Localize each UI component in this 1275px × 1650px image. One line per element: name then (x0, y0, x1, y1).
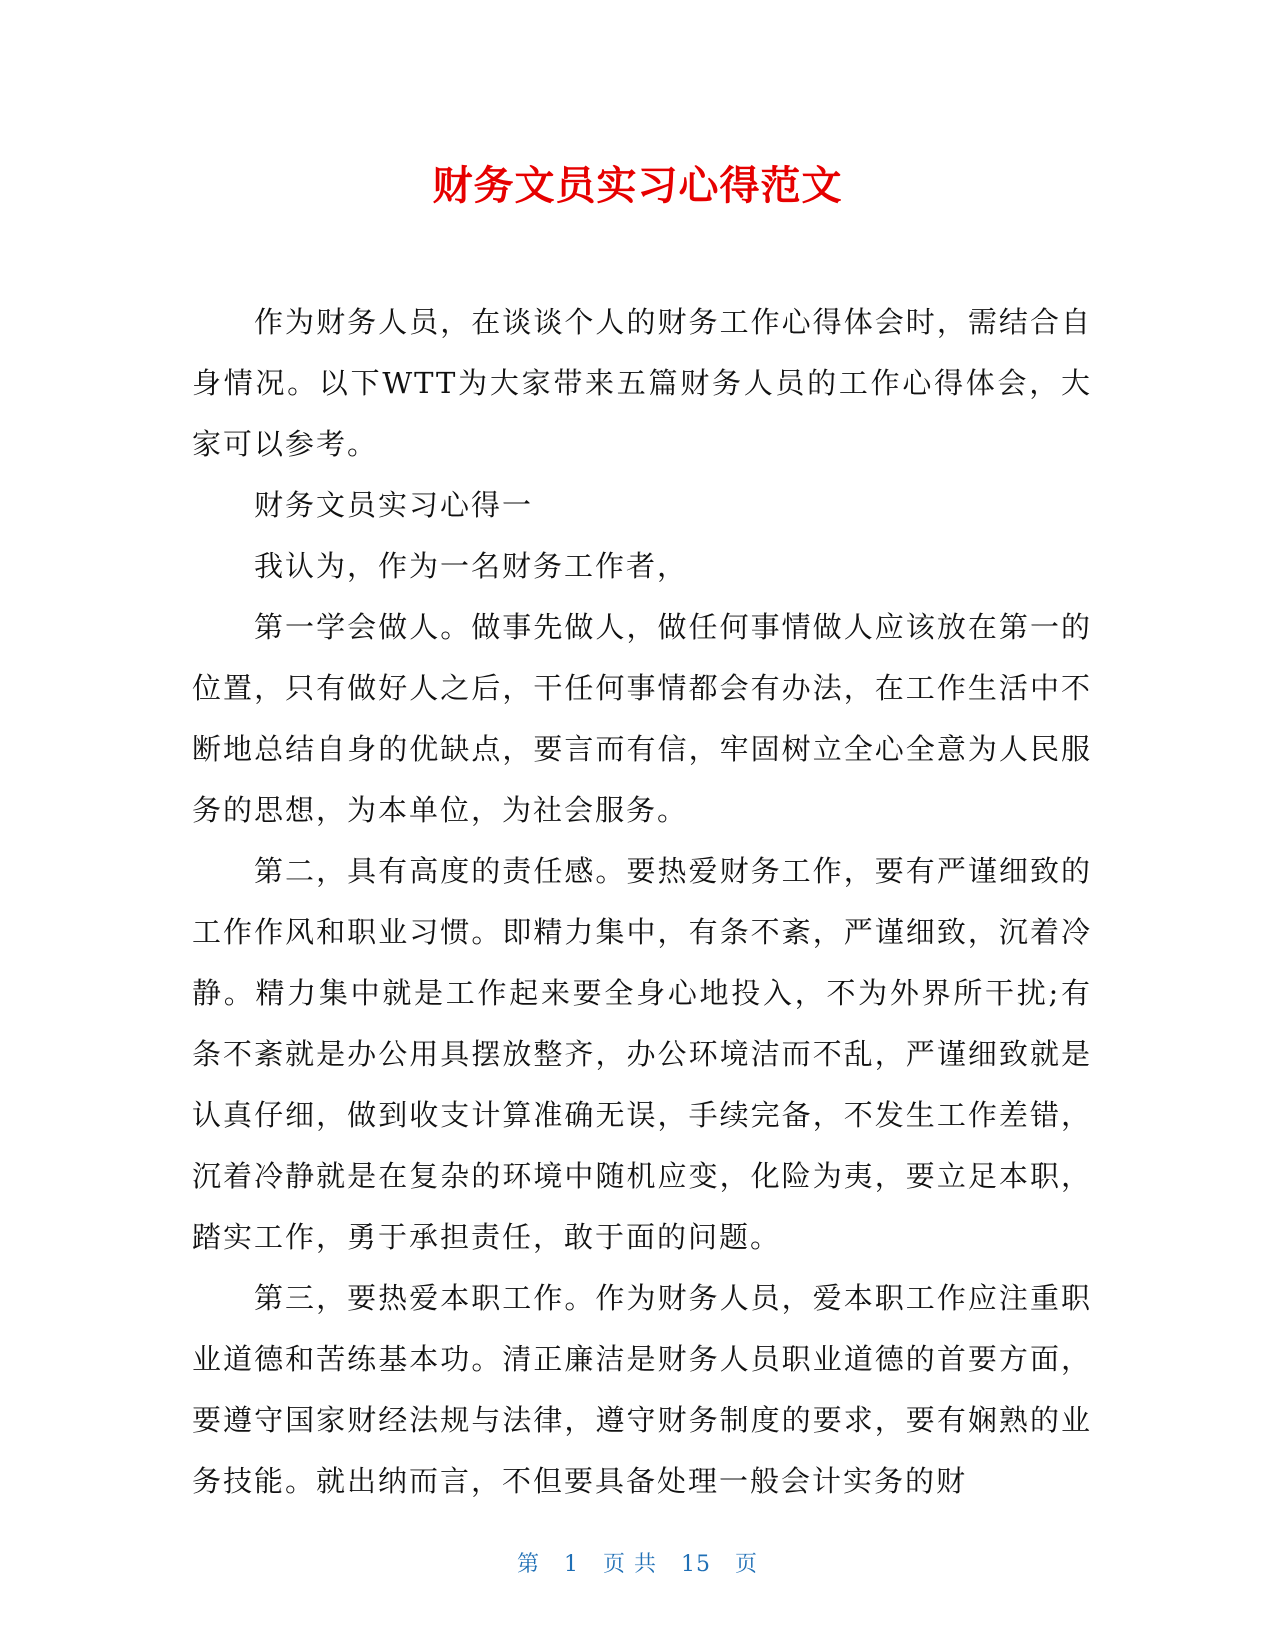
footer-suffix: 页 (735, 1552, 759, 1577)
footer-page-number: 1 (564, 1552, 579, 1577)
opening-sentence: 我认为，作为一名财务工作者， (254, 549, 689, 583)
page-footer (0, 1550, 1275, 1580)
footer-total-pages: 15 (681, 1552, 711, 1577)
intro-paragraph: 作为财务人员，在谈谈个人的财务工作心得体会时，需结合自身情况。以下WTT为大家带来五篇财务人员的工作心得体会，大家可以参考。 (192, 305, 1092, 461)
section-heading: 财务文员实习心得一 (254, 488, 534, 522)
footer-middle: 页 共 (603, 1552, 657, 1577)
point-one-paragraph: 第一学会做人。做事先做人，做任何事情做人应该放在第一的位置，只有做好人之后，干任何事情都会有办法，在工作生活中不断地总结自身的优缺点，要言而有信，牢固树立全心全意为人民服务的思想，为本单位，为社会服务。 (192, 610, 1092, 827)
point-three-paragraph: 第三，要热爱本职工作。作为财务人员，爱本职工作应注重职业道德和苦练基本功。清正廉洁是财务人员职业道德的首要方面，要遵守国家财经法规与法律，遵守财务制度的要求，要有娴熟的业务技能。就出纳而言，不但要具备处理一般会计实务的财 (192, 1281, 1092, 1498)
point-two-paragraph: 第二，具有高度的责任感。要热爱财务工作，要有严谨细致的工作作风和职业习惯。即精力集中，有条不紊，严谨细致，沉着冷静。精力集中就是工作起来要全身心地投入，不为外界所干扰;有条不紊就是办公用具摆放整齐，办公环境洁而不乱，严谨细致就是认真仔细，做到收支计算准确无误，手续完备，不发生工作差错，沉着冷静就是在复杂的环境中随机应变，化险为夷，要立足本职，踏实工作，勇于承担责任，敢于面的问题。 (192, 854, 1092, 1254)
footer-prefix: 第 (516, 1552, 540, 1577)
document-title: 财务文员实习心得范文 (432, 163, 843, 209)
document-body (192, 292, 1092, 1512)
